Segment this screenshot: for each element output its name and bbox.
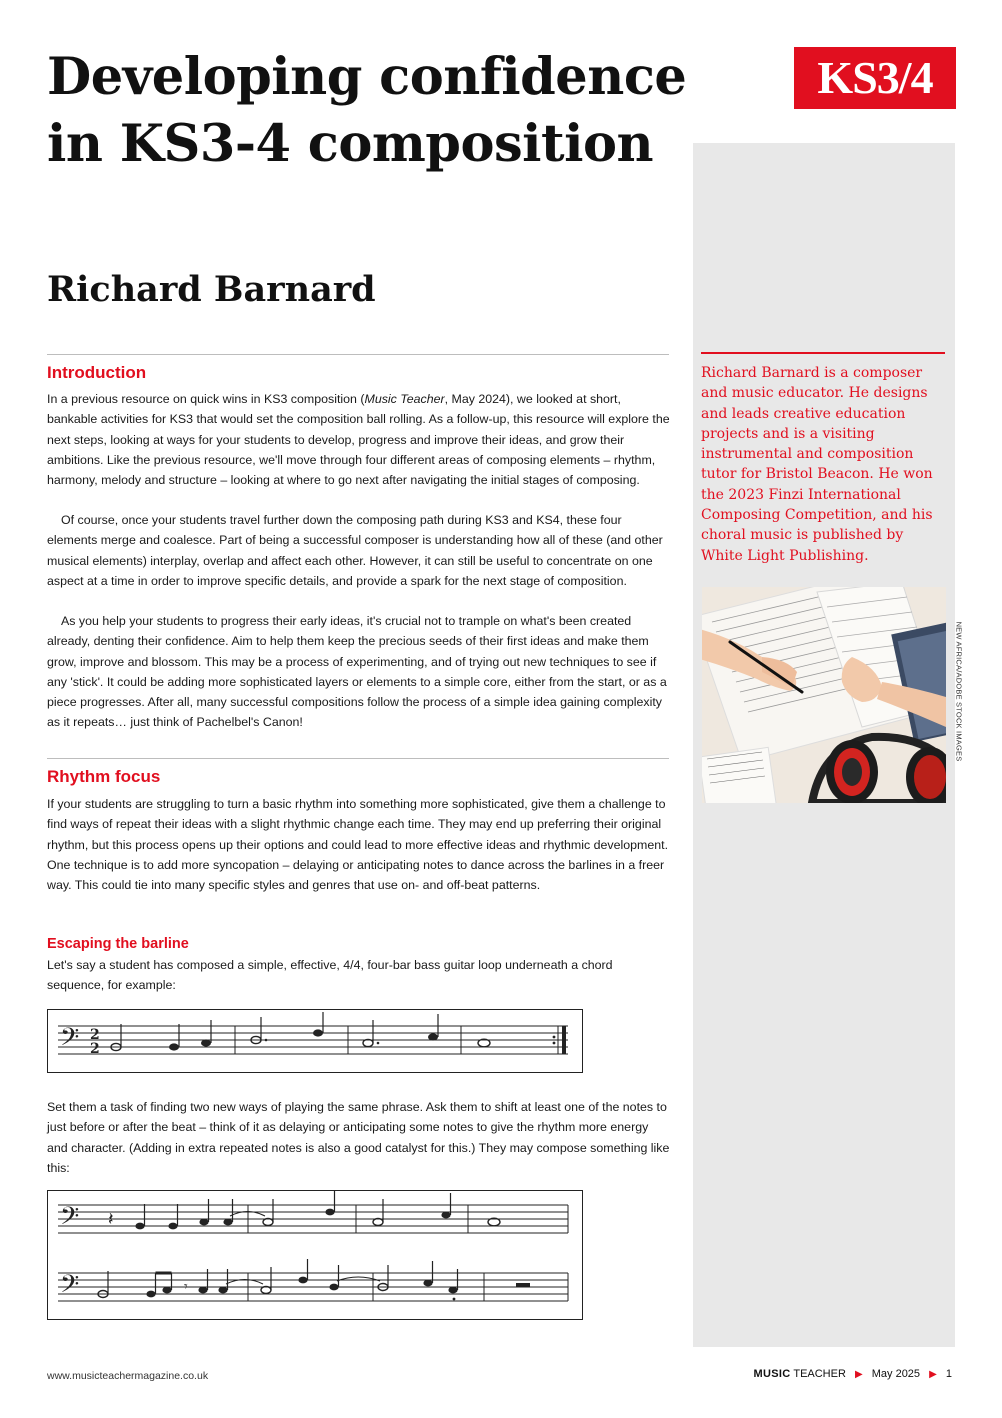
page-number: 1 <box>945 1368 952 1380</box>
author-name: Richard Barnard <box>47 269 376 310</box>
issue-date: May 2025 <box>871 1368 921 1380</box>
notation-staff-1 <box>48 1010 582 1072</box>
section-divider <box>47 354 669 355</box>
heading-introduction: Introduction <box>47 363 147 382</box>
section-divider <box>47 758 669 759</box>
heading-rhythm-focus: Rhythm focus <box>47 767 161 786</box>
music-example-2 <box>47 1190 583 1320</box>
svg-text:𝄽: 𝄽 <box>108 1209 114 1230</box>
magazine-name-bold: MUSIC <box>753 1368 791 1380</box>
heading-escaping-barline: Escaping the barline <box>47 936 189 952</box>
footer-publication <box>754 1368 952 1380</box>
level-badge: KS3/4 <box>794 47 956 109</box>
intro-paragraph-3: As you help your students to progress their early ideas, it's crucial not to trample on what's been created already, denting their confidence. Aim to help them keep the precious seeds of their first ideas and make them grow, improve and blossom. This may be a process of experimenting, and of trying out new techniques to see if any 'stick'. It could be adding more sophisticated layers or elements to a simple core, either from the start, or as a piece progresses. After all, many successful compositions follow the process of a simple idea gaining complexity as it repeats… just think of Pachelbel's Canon! <box>47 614 667 730</box>
rhythm-paragraph-3: Set them a task of finding two new ways of playing the same phrase. Ask them to shift at least one of the notes to just before or after the beat – think of it as delaying or anticipating some notes to give the rhythm more energy and character. (Adding in extra repeated notes is also a good catalyst for this.) They may compose something like this: <box>47 1100 670 1175</box>
svg-text:2: 2 <box>90 1041 100 1057</box>
triangle-right-icon: ▶ <box>929 1369 937 1380</box>
music-example-1 <box>47 1009 583 1073</box>
photo-credit <box>946 587 974 803</box>
notation-staff-2 <box>48 1191 582 1319</box>
svg-text:𝄢: 𝄢 <box>60 1202 80 1237</box>
magazine-name-rest: TEACHER <box>793 1368 846 1380</box>
svg-text:2: 2 <box>90 1027 100 1043</box>
intro-p1-italic: Music Teacher <box>364 392 445 406</box>
svg-text:𝄢: 𝄢 <box>60 1023 80 1058</box>
intro-paragraph-2: Of course, once your students travel further down the composing path during KS3 and KS4, these four elements merge and coalesce. Part of being a successful composer is understanding how all of these (and other musical elements) interplay, overlap and affect each other. However, it can still be useful to concentrate on one aspect at a time in order to improve specific details, and provide a spark for the next stage of composition. <box>47 513 663 588</box>
intro-p1-text-a: In a previous resource on quick wins in KS3 composition ( <box>47 392 365 406</box>
article-title: Developing confidence in KS3-4 composition <box>47 47 687 174</box>
student-composing-photo <box>702 587 946 803</box>
sidebar-divider <box>701 352 945 354</box>
svg-text:𝄾: 𝄾 <box>184 1279 188 1295</box>
photo-credit-text: NEW AFRICA/ADOBE STOCK IMAGES <box>954 621 964 762</box>
rhythm-paragraph-2: Let's say a student has composed a simple, effective, 4/4, four-bar bass guitar loop underneath a chord sequence, for example: <box>47 958 613 993</box>
author-bio: Richard Barnard is a composer and music educator. He designs and leads creative education projects and is a visiting instrumental and composition tutor for Bristol Beacon. He won the 2023 Finzi International Composing Competition, and his choral music is published by White Light Publishing. <box>701 365 933 564</box>
svg-text:𝄢: 𝄢 <box>60 1270 80 1305</box>
footer-url: www.musicteachermagazine.co.uk <box>47 1370 209 1382</box>
triangle-right-icon: ▶ <box>854 1369 863 1380</box>
rhythm-paragraph-1: If your students are struggling to turn a basic rhythm into something more sophisticated, give them a challenge to find ways of repeat their ideas with a slight rhythmic change each time. They may end up preferring their original rhythm, but this process opens up their options and could lead to more effective ideas and rhythmic development. One technique is to add more syncopation – delaying or anticipating notes to dance across the barlines in a freer way. This could tie into many specific styles and genres that use on- and off-beat patterns. <box>47 797 669 893</box>
intro-p1-text-b: , May 2024), we looked at short, bankable activities for KS3 that would set the composition ball rolling. As a follow-up, this resource will explore the next steps, looking at ways for your students to develop, progress and improve their ideas, and grow their ambitions. Like the previous resource, we'll move through four different areas of composing elements – rhythm, harmony, melody and structure – looking at where to go next after navigating the initial stages of composing. <box>47 392 670 488</box>
intro-paragraph-1 <box>47 389 671 490</box>
